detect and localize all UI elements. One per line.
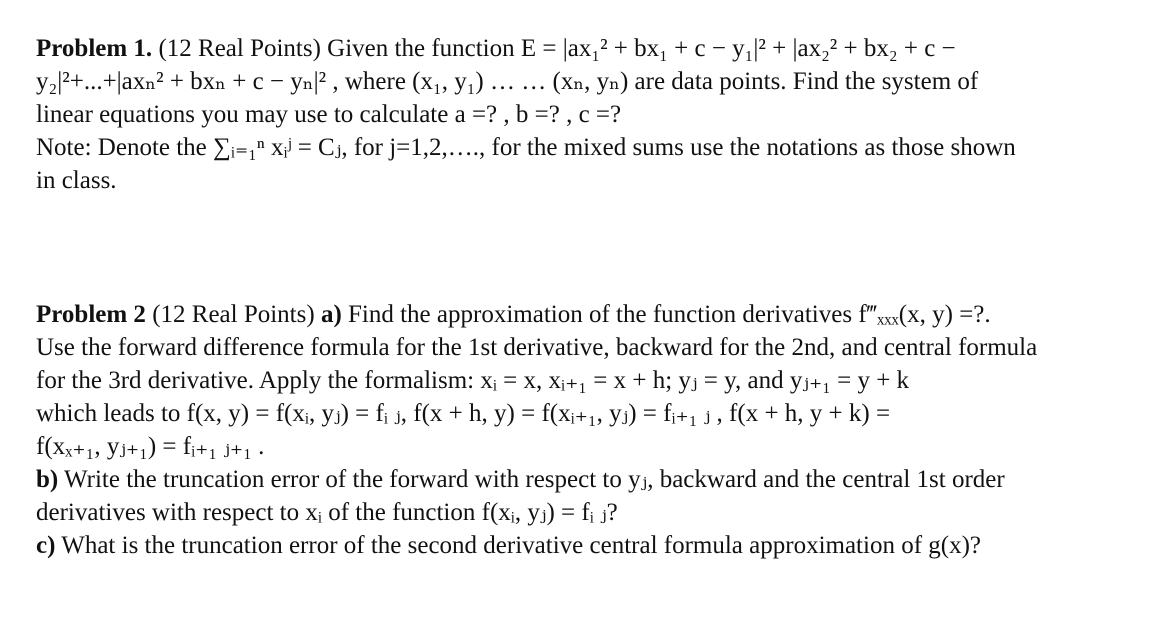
problem-2-line-1 xyxy=(36,298,1136,331)
part-c-label: c) xyxy=(36,532,56,559)
problem-1-statement-start: (12 Real Points) Given the function E = |ax₁² + bx₁ + c − y₁|² + |ax₂² + bx₂ + c − xyxy=(158,35,956,62)
part-c-text: What is the truncation error of the second derivative central formula approximation of g(x)? xyxy=(61,532,982,559)
problem-1-line-3: linear equations you may use to calculate a =? , b =? , c =? xyxy=(36,101,622,128)
problem-2-heading: Problem 2 xyxy=(36,301,146,328)
part-b-label: b) xyxy=(36,466,59,493)
problem-1 xyxy=(36,32,1136,197)
part-a-question: Find the approximation of the function derivatives f‴ₓₓₓ(x, y) =?. xyxy=(348,301,991,328)
problem-1-heading: Problem 1. xyxy=(36,35,153,62)
part-c-line xyxy=(36,529,1136,562)
problem-2-line-3: for the 3rd derivative. Apply the formalism: xᵢ = x, xᵢ₊₁ = x + h; yⱼ = y, and yⱼ₊₁ = y + k xyxy=(36,367,910,394)
problem-1-note-line-2: in class. xyxy=(36,167,117,194)
problem-2-line-4: which leads to f(x, y) = f(xᵢ, yⱼ) = fᵢ ⱼ, f(x + h, y) = f(xᵢ₊₁, yⱼ) = fᵢ₊₁ ⱼ , f(x + h, y + k) = xyxy=(36,400,891,427)
problem-2-points: (12 Real Points) xyxy=(152,301,315,328)
problem-1-line-1 xyxy=(36,32,1136,65)
problem-2 xyxy=(36,298,1136,562)
part-b-line-1 xyxy=(36,463,1136,496)
problem-1-note-line-1: Note: Denote the ∑ᵢ₌₁ⁿ xᵢʲ = Cⱼ, for j=1,2,…., for the mixed sums use the notations as those shown xyxy=(36,134,1016,161)
problem-2-line-5: f(xₓ₊₁, yⱼ₊₁) = fᵢ₊₁ ⱼ₊₁ . xyxy=(36,433,265,460)
problem-2-line-2: Use the forward difference formula for the 1st derivative, backward for the 2nd, and central formula xyxy=(36,334,1038,361)
part-b-text-1: Write the truncation error of the forward with respect to yⱼ, backward and the central 1st order xyxy=(64,466,1005,493)
problem-1-line-2: y₂|²+...+|axₙ² + bxₙ + c − yₙ|² , where (x₁, y₁) … … (xₙ, yₙ) are data points. Find the system of xyxy=(36,68,979,95)
part-b-line-2: derivatives with respect to xᵢ of the function f(xᵢ, yⱼ) = fᵢ ⱼ? xyxy=(36,499,618,526)
part-a-label: a) xyxy=(320,301,342,328)
